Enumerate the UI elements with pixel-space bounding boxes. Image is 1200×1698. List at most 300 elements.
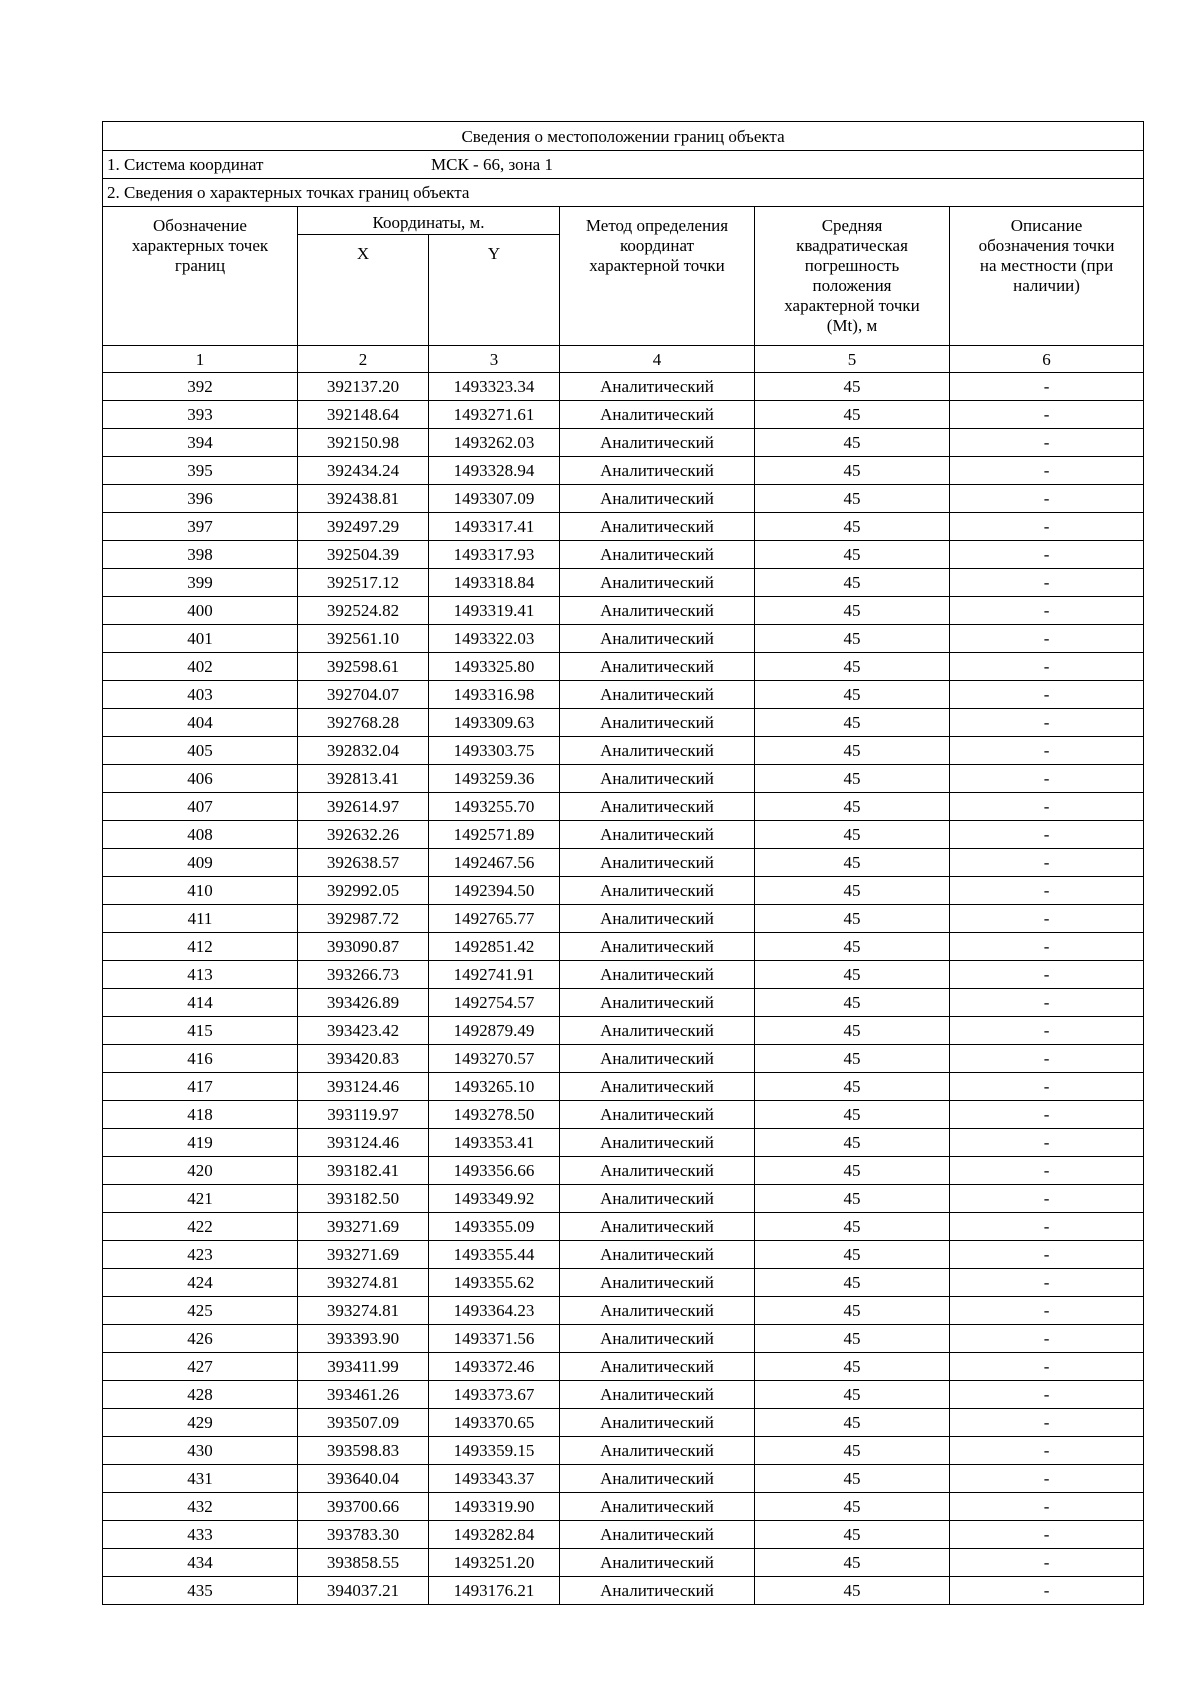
cell-mean-error: 45 bbox=[755, 1045, 950, 1073]
cell-y: 1493371.56 bbox=[429, 1325, 560, 1353]
cell-x: 392704.07 bbox=[298, 681, 429, 709]
cell-x: 393423.42 bbox=[298, 1017, 429, 1045]
cell-y: 1492394.50 bbox=[429, 877, 560, 905]
cell-method: Аналитический bbox=[560, 541, 755, 569]
column-number: 5 bbox=[755, 346, 950, 373]
cell-mean-error: 45 bbox=[755, 1073, 950, 1101]
cell-point-number: 435 bbox=[103, 1577, 298, 1605]
cell-description: - bbox=[950, 765, 1144, 793]
cell-description: - bbox=[950, 1185, 1144, 1213]
cell-point-number: 423 bbox=[103, 1241, 298, 1269]
cell-mean-error: 45 bbox=[755, 709, 950, 737]
cell-point-number: 430 bbox=[103, 1437, 298, 1465]
header-line: границ bbox=[174, 256, 226, 275]
cell-mean-error: 45 bbox=[755, 373, 950, 401]
boundary-points-table bbox=[102, 121, 1144, 1605]
cell-y: 1492741.91 bbox=[429, 961, 560, 989]
cell-x: 393420.83 bbox=[298, 1045, 429, 1073]
table-row bbox=[103, 541, 1144, 569]
header-coordinates: Координаты, м. bbox=[298, 207, 560, 235]
cell-y: 1493349.92 bbox=[429, 1185, 560, 1213]
cell-point-number: 424 bbox=[103, 1269, 298, 1297]
table-row bbox=[103, 373, 1144, 401]
column-number: 1 bbox=[103, 346, 298, 373]
table-row bbox=[103, 961, 1144, 989]
cell-y: 1492765.77 bbox=[429, 905, 560, 933]
table-row bbox=[103, 793, 1144, 821]
cell-x: 393598.83 bbox=[298, 1437, 429, 1465]
cell-y: 1493364.23 bbox=[429, 1297, 560, 1325]
cell-y: 1493270.57 bbox=[429, 1045, 560, 1073]
cell-method: Аналитический bbox=[560, 1577, 755, 1605]
table-row bbox=[103, 1409, 1144, 1437]
table-row bbox=[103, 1073, 1144, 1101]
header-line: Средняя bbox=[821, 216, 883, 235]
cell-point-number: 431 bbox=[103, 1465, 298, 1493]
table-row bbox=[103, 933, 1144, 961]
cell-y: 1493323.34 bbox=[429, 373, 560, 401]
cell-description: - bbox=[950, 1297, 1144, 1325]
table-row bbox=[103, 1493, 1144, 1521]
cell-mean-error: 45 bbox=[755, 1409, 950, 1437]
cell-method: Аналитический bbox=[560, 1521, 755, 1549]
header-line: характерной точки bbox=[784, 296, 920, 315]
cell-x: 392148.64 bbox=[298, 401, 429, 429]
table-row bbox=[103, 1381, 1144, 1409]
cell-y: 1493259.36 bbox=[429, 765, 560, 793]
table-row bbox=[103, 1521, 1144, 1549]
table-row bbox=[103, 1549, 1144, 1577]
cell-point-number: 407 bbox=[103, 793, 298, 821]
cell-method: Аналитический bbox=[560, 821, 755, 849]
cell-description: - bbox=[950, 877, 1144, 905]
cell-y: 1493255.70 bbox=[429, 793, 560, 821]
cell-description: - bbox=[950, 1549, 1144, 1577]
cell-y: 1493303.75 bbox=[429, 737, 560, 765]
cell-point-number: 402 bbox=[103, 653, 298, 681]
cell-x: 393640.04 bbox=[298, 1465, 429, 1493]
cell-y: 1492879.49 bbox=[429, 1017, 560, 1045]
cell-mean-error: 45 bbox=[755, 1101, 950, 1129]
cell-description: - bbox=[950, 1437, 1144, 1465]
cell-point-number: 396 bbox=[103, 485, 298, 513]
cell-point-number: 409 bbox=[103, 849, 298, 877]
cell-x: 392598.61 bbox=[298, 653, 429, 681]
cell-description: - bbox=[950, 429, 1144, 457]
header-line: на местности (при bbox=[979, 256, 1114, 275]
table-row bbox=[103, 485, 1144, 513]
header-line: Метод определения bbox=[585, 216, 729, 235]
cell-mean-error: 45 bbox=[755, 653, 950, 681]
cell-x: 392524.82 bbox=[298, 597, 429, 625]
cell-method: Аналитический bbox=[560, 457, 755, 485]
cell-point-number: 403 bbox=[103, 681, 298, 709]
cell-x: 392137.20 bbox=[298, 373, 429, 401]
cell-y: 1492851.42 bbox=[429, 933, 560, 961]
cell-x: 393507.09 bbox=[298, 1409, 429, 1437]
header-line: Обозначение bbox=[153, 216, 247, 235]
cell-point-number: 419 bbox=[103, 1129, 298, 1157]
cell-x: 392632.26 bbox=[298, 821, 429, 849]
cell-point-number: 413 bbox=[103, 961, 298, 989]
cell-y: 1493316.98 bbox=[429, 681, 560, 709]
cell-description: - bbox=[950, 1381, 1144, 1409]
cell-mean-error: 45 bbox=[755, 1325, 950, 1353]
cell-method: Аналитический bbox=[560, 373, 755, 401]
cell-method: Аналитический bbox=[560, 1241, 755, 1269]
cell-x: 392768.28 bbox=[298, 709, 429, 737]
cell-point-number: 406 bbox=[103, 765, 298, 793]
cell-x: 392434.24 bbox=[298, 457, 429, 485]
cell-point-number: 399 bbox=[103, 569, 298, 597]
cell-x: 393119.97 bbox=[298, 1101, 429, 1129]
cell-description: - bbox=[950, 1241, 1144, 1269]
cell-mean-error: 45 bbox=[755, 429, 950, 457]
cell-method: Аналитический bbox=[560, 569, 755, 597]
cell-method: Аналитический bbox=[560, 1157, 755, 1185]
table-row bbox=[103, 1353, 1144, 1381]
cell-x: 393271.69 bbox=[298, 1213, 429, 1241]
cell-method: Аналитический bbox=[560, 1045, 755, 1073]
cell-mean-error: 45 bbox=[755, 401, 950, 429]
cell-x: 393266.73 bbox=[298, 961, 429, 989]
cell-y: 1493282.84 bbox=[429, 1521, 560, 1549]
cell-point-number: 426 bbox=[103, 1325, 298, 1353]
column-number: 2 bbox=[298, 346, 429, 373]
cell-method: Аналитический bbox=[560, 513, 755, 541]
cell-description: - bbox=[950, 1577, 1144, 1605]
cell-y: 1493265.10 bbox=[429, 1073, 560, 1101]
table-row bbox=[103, 1577, 1144, 1605]
cell-x: 392561.10 bbox=[298, 625, 429, 653]
cell-mean-error: 45 bbox=[755, 513, 950, 541]
header-line: характерных точек bbox=[131, 236, 269, 255]
cell-point-number: 414 bbox=[103, 989, 298, 1017]
table-row bbox=[103, 457, 1144, 485]
cell-point-number: 417 bbox=[103, 1073, 298, 1101]
cell-mean-error: 45 bbox=[755, 1577, 950, 1605]
cell-y: 1493278.50 bbox=[429, 1101, 560, 1129]
cell-description: - bbox=[950, 1521, 1144, 1549]
cell-description: - bbox=[950, 1157, 1144, 1185]
header-description bbox=[950, 207, 1144, 346]
cell-point-number: 405 bbox=[103, 737, 298, 765]
cell-description: - bbox=[950, 513, 1144, 541]
cell-mean-error: 45 bbox=[755, 1297, 950, 1325]
cell-mean-error: 45 bbox=[755, 541, 950, 569]
table-row bbox=[103, 765, 1144, 793]
cell-description: - bbox=[950, 485, 1144, 513]
header-y: Y bbox=[429, 235, 560, 346]
cell-description: - bbox=[950, 737, 1144, 765]
table-row bbox=[103, 653, 1144, 681]
column-number: 4 bbox=[560, 346, 755, 373]
table-row bbox=[103, 877, 1144, 905]
header-line: квадратическая bbox=[796, 236, 908, 255]
table-row bbox=[103, 1017, 1144, 1045]
section-2-title: 2. Сведения о характерных точках границ объекта bbox=[103, 179, 1144, 207]
cell-y: 1493251.20 bbox=[429, 1549, 560, 1577]
cell-y: 1493319.41 bbox=[429, 597, 560, 625]
cell-mean-error: 45 bbox=[755, 1437, 950, 1465]
table-row bbox=[103, 849, 1144, 877]
cell-description: - bbox=[950, 1101, 1144, 1129]
table-row bbox=[103, 1157, 1144, 1185]
cell-point-number: 425 bbox=[103, 1297, 298, 1325]
cell-description: - bbox=[950, 625, 1144, 653]
cell-x: 392614.97 bbox=[298, 793, 429, 821]
cell-mean-error: 45 bbox=[755, 1521, 950, 1549]
table-row bbox=[103, 1045, 1144, 1073]
cell-method: Аналитический bbox=[560, 625, 755, 653]
cell-point-number: 422 bbox=[103, 1213, 298, 1241]
cell-description: - bbox=[950, 1269, 1144, 1297]
cell-point-number: 397 bbox=[103, 513, 298, 541]
cell-point-number: 418 bbox=[103, 1101, 298, 1129]
cell-point-number: 420 bbox=[103, 1157, 298, 1185]
cell-point-number: 411 bbox=[103, 905, 298, 933]
cell-x: 392638.57 bbox=[298, 849, 429, 877]
cell-method: Аналитический bbox=[560, 1297, 755, 1325]
cell-description: - bbox=[950, 1213, 1144, 1241]
cell-point-number: 432 bbox=[103, 1493, 298, 1521]
cell-mean-error: 45 bbox=[755, 457, 950, 485]
cell-x: 393274.81 bbox=[298, 1297, 429, 1325]
table-row bbox=[103, 1325, 1144, 1353]
cell-method: Аналитический bbox=[560, 1213, 755, 1241]
cell-method: Аналитический bbox=[560, 1269, 755, 1297]
cell-y: 1492571.89 bbox=[429, 821, 560, 849]
header-line: координат bbox=[619, 236, 695, 255]
cell-method: Аналитический bbox=[560, 709, 755, 737]
cell-mean-error: 45 bbox=[755, 961, 950, 989]
cell-method: Аналитический bbox=[560, 793, 755, 821]
cell-mean-error: 45 bbox=[755, 765, 950, 793]
cell-method: Аналитический bbox=[560, 933, 755, 961]
cell-point-number: 412 bbox=[103, 933, 298, 961]
table-row bbox=[103, 1465, 1144, 1493]
table-row bbox=[103, 597, 1144, 625]
cell-x: 393411.99 bbox=[298, 1353, 429, 1381]
cell-method: Аналитический bbox=[560, 485, 755, 513]
cell-x: 393700.66 bbox=[298, 1493, 429, 1521]
cell-point-number: 433 bbox=[103, 1521, 298, 1549]
cell-point-number: 400 bbox=[103, 597, 298, 625]
cell-x: 393182.50 bbox=[298, 1185, 429, 1213]
cell-mean-error: 45 bbox=[755, 933, 950, 961]
cell-point-number: 408 bbox=[103, 821, 298, 849]
coordinate-system-row bbox=[103, 151, 1144, 179]
cell-method: Аналитический bbox=[560, 429, 755, 457]
cell-point-number: 395 bbox=[103, 457, 298, 485]
cell-point-number: 434 bbox=[103, 1549, 298, 1577]
cell-y: 1493309.63 bbox=[429, 709, 560, 737]
table-row bbox=[103, 1297, 1144, 1325]
table-row bbox=[103, 1241, 1144, 1269]
cell-method: Аналитический bbox=[560, 1073, 755, 1101]
cell-y: 1493319.90 bbox=[429, 1493, 560, 1521]
table-title: Сведения о местоположении границ объекта bbox=[103, 122, 1144, 151]
cell-x: 392832.04 bbox=[298, 737, 429, 765]
cell-method: Аналитический bbox=[560, 653, 755, 681]
cell-mean-error: 45 bbox=[755, 1465, 950, 1493]
column-number: 3 bbox=[429, 346, 560, 373]
cell-method: Аналитический bbox=[560, 1325, 755, 1353]
coordinate-system-label: 1. Система координат bbox=[107, 155, 264, 174]
cell-description: - bbox=[950, 457, 1144, 485]
cell-method: Аналитический bbox=[560, 1465, 755, 1493]
cell-y: 1493373.67 bbox=[429, 1381, 560, 1409]
cell-mean-error: 45 bbox=[755, 1017, 950, 1045]
cell-x: 392813.41 bbox=[298, 765, 429, 793]
cell-y: 1493318.84 bbox=[429, 569, 560, 597]
cell-mean-error: 45 bbox=[755, 905, 950, 933]
cell-y: 1493271.61 bbox=[429, 401, 560, 429]
table-row bbox=[103, 709, 1144, 737]
cell-method: Аналитический bbox=[560, 1437, 755, 1465]
cell-x: 392517.12 bbox=[298, 569, 429, 597]
cell-y: 1493372.46 bbox=[429, 1353, 560, 1381]
cell-mean-error: 45 bbox=[755, 1269, 950, 1297]
cell-method: Аналитический bbox=[560, 765, 755, 793]
cell-description: - bbox=[950, 821, 1144, 849]
cell-y: 1493322.03 bbox=[429, 625, 560, 653]
cell-mean-error: 45 bbox=[755, 597, 950, 625]
header-method bbox=[560, 207, 755, 346]
table-row bbox=[103, 905, 1144, 933]
cell-x: 392992.05 bbox=[298, 877, 429, 905]
cell-point-number: 404 bbox=[103, 709, 298, 737]
cell-description: - bbox=[950, 933, 1144, 961]
cell-method: Аналитический bbox=[560, 961, 755, 989]
cell-method: Аналитический bbox=[560, 1017, 755, 1045]
cell-point-number: 410 bbox=[103, 877, 298, 905]
cell-description: - bbox=[950, 961, 1144, 989]
cell-point-number: 428 bbox=[103, 1381, 298, 1409]
cell-x: 393426.89 bbox=[298, 989, 429, 1017]
cell-method: Аналитический bbox=[560, 1549, 755, 1577]
cell-mean-error: 45 bbox=[755, 569, 950, 597]
cell-method: Аналитический bbox=[560, 597, 755, 625]
cell-y: 1493355.44 bbox=[429, 1241, 560, 1269]
cell-mean-error: 45 bbox=[755, 1353, 950, 1381]
table-row bbox=[103, 1101, 1144, 1129]
cell-point-number: 393 bbox=[103, 401, 298, 429]
header-line: (Mt), м bbox=[826, 316, 878, 335]
cell-method: Аналитический bbox=[560, 849, 755, 877]
cell-mean-error: 45 bbox=[755, 737, 950, 765]
cell-description: - bbox=[950, 849, 1144, 877]
cell-x: 393271.69 bbox=[298, 1241, 429, 1269]
header-line: характерной точки bbox=[589, 256, 725, 275]
cell-mean-error: 45 bbox=[755, 1185, 950, 1213]
cell-point-number: 429 bbox=[103, 1409, 298, 1437]
cell-method: Аналитический bbox=[560, 1101, 755, 1129]
cell-description: - bbox=[950, 1493, 1144, 1521]
cell-x: 392150.98 bbox=[298, 429, 429, 457]
cell-y: 1493359.15 bbox=[429, 1437, 560, 1465]
cell-x: 392987.72 bbox=[298, 905, 429, 933]
header-line: обозначения точки bbox=[978, 236, 1115, 255]
cell-y: 1493317.41 bbox=[429, 513, 560, 541]
cell-mean-error: 45 bbox=[755, 1381, 950, 1409]
cell-mean-error: 45 bbox=[755, 793, 950, 821]
cell-mean-error: 45 bbox=[755, 1493, 950, 1521]
cell-point-number: 415 bbox=[103, 1017, 298, 1045]
cell-description: - bbox=[950, 1325, 1144, 1353]
cell-y: 1492754.57 bbox=[429, 989, 560, 1017]
table-row bbox=[103, 1213, 1144, 1241]
table-row bbox=[103, 1129, 1144, 1157]
cell-method: Аналитический bbox=[560, 1353, 755, 1381]
cell-x: 392504.39 bbox=[298, 541, 429, 569]
cell-mean-error: 45 bbox=[755, 989, 950, 1017]
cell-y: 1493355.09 bbox=[429, 1213, 560, 1241]
header-line: погрешность bbox=[804, 256, 900, 275]
header-line: наличии) bbox=[1013, 276, 1080, 295]
cell-description: - bbox=[950, 989, 1144, 1017]
cell-mean-error: 45 bbox=[755, 625, 950, 653]
cell-x: 394037.21 bbox=[298, 1577, 429, 1605]
cell-method: Аналитический bbox=[560, 905, 755, 933]
table-row bbox=[103, 681, 1144, 709]
cell-x: 393858.55 bbox=[298, 1549, 429, 1577]
cell-x: 393461.26 bbox=[298, 1381, 429, 1409]
header-mean-error bbox=[755, 207, 950, 346]
cell-x: 393124.46 bbox=[298, 1073, 429, 1101]
cell-mean-error: 45 bbox=[755, 1241, 950, 1269]
cell-point-number: 392 bbox=[103, 373, 298, 401]
cell-method: Аналитический bbox=[560, 681, 755, 709]
cell-description: - bbox=[950, 709, 1144, 737]
table-row bbox=[103, 513, 1144, 541]
cell-description: - bbox=[950, 1409, 1144, 1437]
table-row bbox=[103, 429, 1144, 457]
table-row bbox=[103, 401, 1144, 429]
cell-description: - bbox=[950, 1353, 1144, 1381]
header-x: X bbox=[298, 235, 429, 346]
cell-mean-error: 45 bbox=[755, 1213, 950, 1241]
table-row bbox=[103, 1437, 1144, 1465]
header-point-designation bbox=[103, 207, 298, 346]
cell-x: 393090.87 bbox=[298, 933, 429, 961]
cell-description: - bbox=[950, 681, 1144, 709]
cell-description: - bbox=[950, 401, 1144, 429]
cell-mean-error: 45 bbox=[755, 681, 950, 709]
cell-x: 393124.46 bbox=[298, 1129, 429, 1157]
coordinate-system-value: МСК - 66, зона 1 bbox=[431, 155, 553, 174]
cell-y: 1493356.66 bbox=[429, 1157, 560, 1185]
cell-x: 393274.81 bbox=[298, 1269, 429, 1297]
cell-method: Аналитический bbox=[560, 1493, 755, 1521]
cell-point-number: 427 bbox=[103, 1353, 298, 1381]
cell-point-number: 401 bbox=[103, 625, 298, 653]
cell-x: 393783.30 bbox=[298, 1521, 429, 1549]
table-row bbox=[103, 1269, 1144, 1297]
cell-y: 1493353.41 bbox=[429, 1129, 560, 1157]
column-number: 6 bbox=[950, 346, 1144, 373]
cell-description: - bbox=[950, 793, 1144, 821]
cell-method: Аналитический bbox=[560, 737, 755, 765]
cell-description: - bbox=[950, 905, 1144, 933]
cell-method: Аналитический bbox=[560, 989, 755, 1017]
cell-y: 1493262.03 bbox=[429, 429, 560, 457]
cell-mean-error: 45 bbox=[755, 485, 950, 513]
cell-description: - bbox=[950, 1045, 1144, 1073]
cell-y: 1493328.94 bbox=[429, 457, 560, 485]
cell-y: 1493307.09 bbox=[429, 485, 560, 513]
cell-mean-error: 45 bbox=[755, 849, 950, 877]
